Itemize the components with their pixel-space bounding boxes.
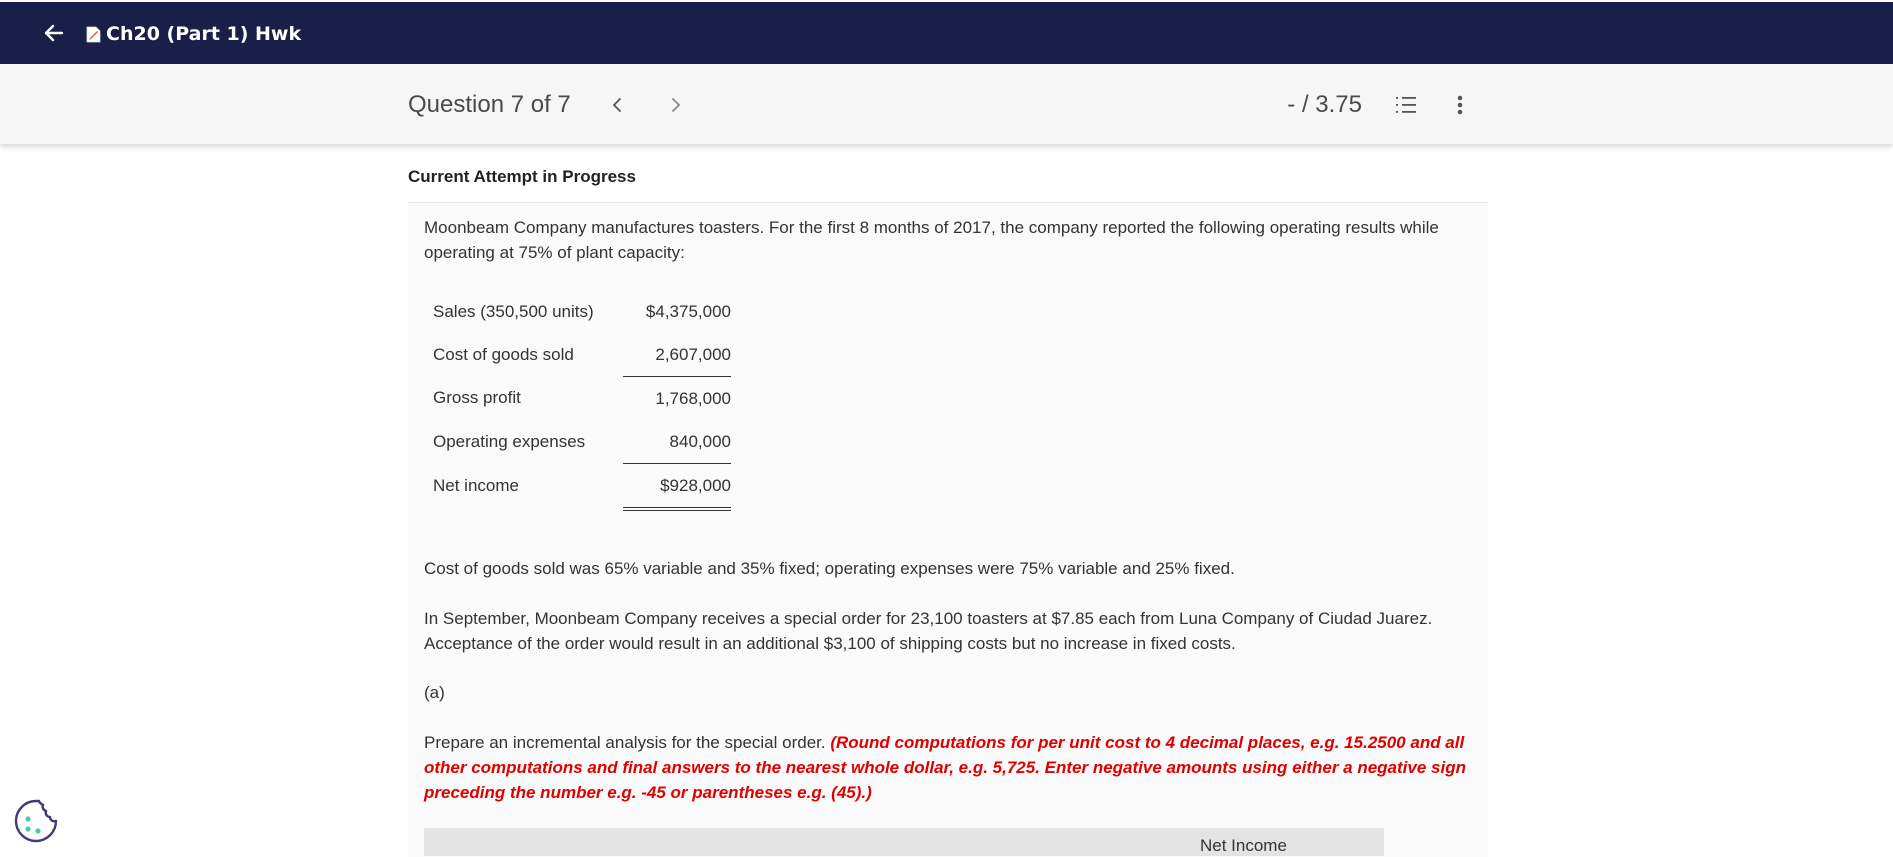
net-income-header: Net Income	[1200, 836, 1287, 855]
back-arrow-icon[interactable]	[42, 21, 66, 45]
table-row	[424, 377, 731, 421]
row-amount: $928,000	[623, 464, 731, 510]
attempt-status: Current Attempt in Progress	[408, 167, 636, 186]
row-amount: $4,375,000	[645, 301, 731, 321]
table-row	[424, 464, 731, 510]
more-vertical-icon[interactable]	[1452, 93, 1468, 117]
table-row	[424, 333, 731, 377]
instruction-text	[424, 730, 1484, 805]
chevron-right-icon[interactable]	[666, 94, 686, 116]
cookie-icon[interactable]	[12, 797, 60, 845]
instruction-note: (Round computations for per unit cost to 4 decimal places, e.g. 15.2500 and all other computations and final answers to the nearest whole dollar, e.g. 5,725. Enter negative amounts using either a negative sign preceding the number e.g. -45 or parentheses e.g. (45).)	[424, 733, 1466, 802]
instruction-main: Prepare an incremental analysis for the special order.	[424, 733, 826, 752]
question-header	[0, 64, 1893, 144]
row-label: Cost of goods sold	[433, 344, 574, 364]
row-amount: 2,607,000	[623, 333, 731, 377]
row-label: Operating expenses	[433, 431, 586, 451]
assignment-title: Ch20 (Part 1) Hwk	[106, 23, 302, 45]
operating-results-table	[424, 290, 731, 511]
row-label: Net income	[433, 476, 519, 496]
row-amount: 840,000	[623, 420, 731, 464]
top-nav-bar	[0, 2, 1893, 64]
chevron-left-icon[interactable]	[607, 94, 627, 116]
table-row	[424, 420, 731, 464]
score-display: - / 3.75	[1287, 91, 1362, 118]
document-icon	[86, 26, 101, 43]
cost-note: Cost of goods sold was 65% variable and 35% fixed; operating expenses were 75% variable and 25% fixed.	[424, 559, 1235, 578]
list-icon[interactable]	[1394, 93, 1418, 117]
row-label: Sales (350,500 units)	[433, 301, 594, 321]
table-row	[424, 290, 731, 333]
problem-intro: Moonbeam Company manufactures toasters. For the first 8 months of 2017, the company reported the following operating results while operating at 75% of plant capacity:	[424, 218, 1439, 262]
part-label: (a)	[424, 683, 445, 702]
question-counter: Question 7 of 7	[408, 91, 571, 118]
row-label: Gross profit	[433, 388, 521, 408]
row-amount: 1,768,000	[655, 388, 731, 408]
special-order-text: In September, Moonbeam Company receives a special order for 23,100 toasters at $7.85 each from Luna Company of Ciudad Juarez. Acceptance of the order would result in an additional $3,100 of shipping costs but no increase in fixed costs.	[424, 609, 1433, 653]
